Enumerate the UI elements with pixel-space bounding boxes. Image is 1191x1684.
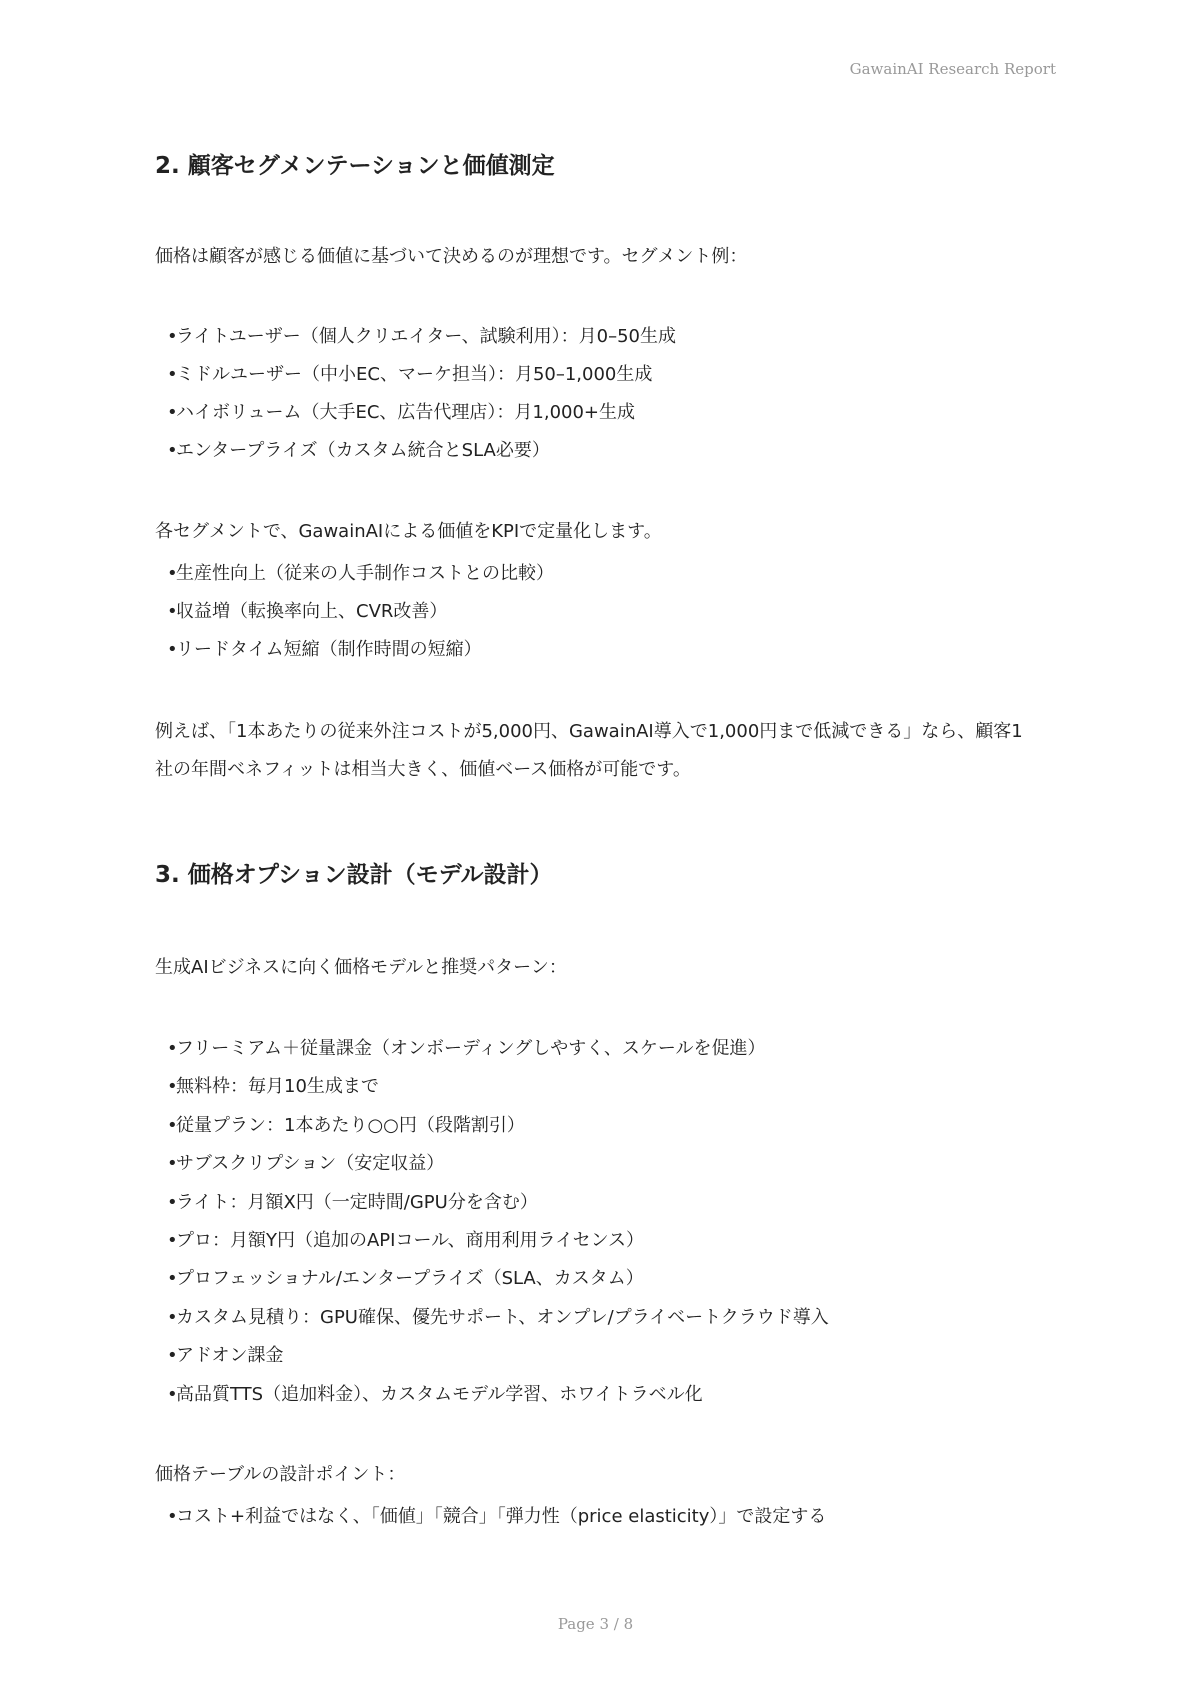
list-item: • 高品質TTS（追加料金）、カスタムモデル学習、ホワイトラベル化	[155, 1376, 1035, 1414]
list-item: • カスタム見積り：GPU確保、優先サポート、オンプレ/プライベートクラウド導入	[155, 1299, 1035, 1337]
table-design-list	[155, 1498, 1035, 1536]
list-item: • ライトユーザー（個人クリエイター、試験利用）：月0–50生成	[155, 318, 1035, 356]
list-item: • サブスクリプション（安定収益）	[155, 1145, 1035, 1183]
segment-list	[155, 318, 1035, 470]
list-item: • リードタイム短縮（制作時間の短縮）	[155, 631, 1035, 669]
list-item: • エンタープライズ（カスタム統合とSLA必要）	[155, 432, 1035, 470]
list-item: • 生産性向上（従来の人手制作コストとの比較）	[155, 555, 1035, 593]
list-item: • フリーミアム＋従量課金（オンボーディングしやすく、スケールを促進）	[155, 1030, 1035, 1068]
list-item: • ミドルユーザー（中小EC、マーケ担当）：月50–1,000生成	[155, 356, 1035, 394]
example-paragraph: 例えば、「1本あたりの従来外注コストが5,000円、GawainAI導入で1,000円まで低減できる」なら、顧客1社の年間ベネフィットは相当大きく、価値ベース価格が可能です。	[155, 721, 1023, 780]
list-item: • ライト：月額X円（一定時間/GPU分を含む）	[155, 1184, 1035, 1222]
list-item: • 従量プラン：1本あたり○○円（段階割引）	[155, 1107, 1035, 1145]
list-item: • ハイボリューム（大手EC、広告代理店）：月1,000+生成	[155, 394, 1035, 432]
running-header: GawainAI Research Report	[849, 60, 1056, 78]
kpi-list	[155, 555, 1035, 669]
list-item: • アドオン課金	[155, 1337, 1035, 1375]
list-item: • プロフェッショナル/エンタープライズ（SLA、カスタム）	[155, 1260, 1035, 1298]
list-item: • 無料枠：毎月10生成まで	[155, 1068, 1035, 1106]
list-item: • コスト+利益ではなく、「価値」「競合」「弾力性（price elasticity）」で設定する	[155, 1498, 1035, 1536]
list-item: • 収益増（転換率向上、CVR改善）	[155, 593, 1035, 631]
section-3-intro: 生成AIビジネスに向く価格モデルと推奨パターン：	[155, 957, 567, 978]
section-3-heading: 3. 価格オプション設計（モデル設計）	[155, 862, 553, 888]
section-2-heading: 2. 顧客セグメンテーションと価値測定	[155, 153, 555, 179]
section-2-intro: 価格は顧客が感じる価値に基づいて決めるのが理想です。セグメント例：	[155, 246, 748, 267]
table-design-intro: 価格テーブルの設計ポイント：	[155, 1464, 406, 1486]
pricing-model-list	[155, 1030, 1035, 1414]
kpi-intro: 各セグメントで、GawainAIによる価値をKPIで定量化します。	[155, 521, 662, 542]
list-item: • プロ：月額Y円（追加のAPIコール、商用利用ライセンス）	[155, 1222, 1035, 1260]
page-number: Page 3 / 8	[557, 1615, 634, 1633]
page-content	[155, 147, 1035, 1536]
